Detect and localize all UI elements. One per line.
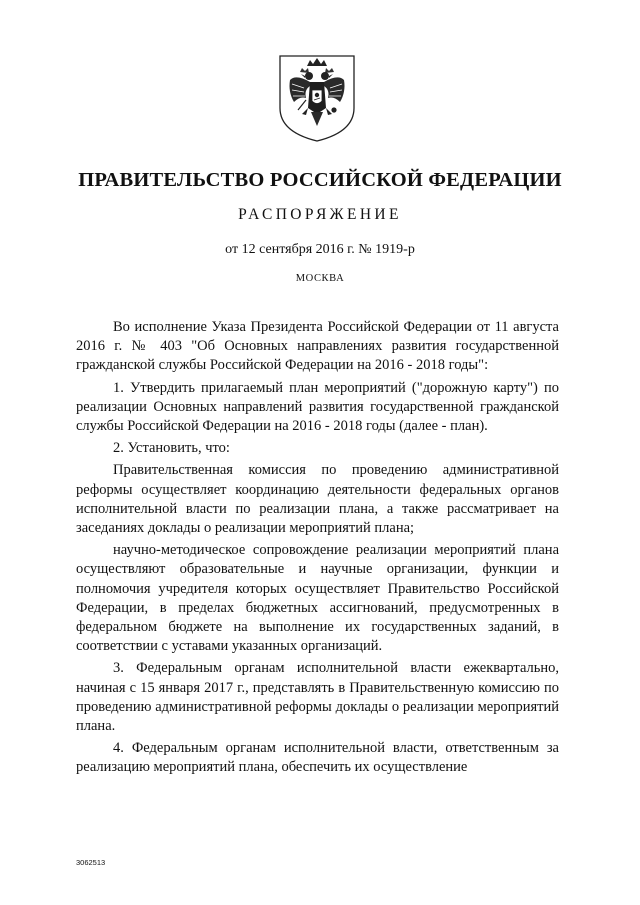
paragraph-commission: Правительственная комиссия по проведению административной реформы осуществляет координацию деятельности федеральных органов исполнительной власти по реализации плана, а также рассматривает на заседаниях доклады о реализации мероприятий плана; <box>76 462 559 537</box>
paragraph-item-3: 3. Федеральным органам исполнительной власти ежеквартально, начиная с 15 января 2017 г., представлять в Правительственную комиссию по проведению административной реформы доклады о реализации мероприятий плана. <box>76 660 559 735</box>
document-type: РАСПОРЯЖЕНИЕ <box>238 206 402 223</box>
paragraph-item-4: 4. Федеральным органам исполнительной власти, ответственным за реализацию мероприятий плана, обеспечить их осуществление <box>76 740 559 776</box>
paragraph-scientific-support: научно-методическое сопровождение реализации мероприятий плана осуществляют образовательные и научные организации, функции и полномочия учредителя которых осуществляет Правительство Российской Федерации, в пределах бюджетных ассигнований, предусмотренных в федеральном бюджете на выполнение их государственных заданий, в соответствии с уставами указанных организаций. <box>76 542 559 655</box>
government-title: ПРАВИТЕЛЬСТВО РОССИЙСКОЙ ФЕДЕРАЦИИ <box>78 169 562 191</box>
document-body <box>76 318 559 781</box>
paragraph-item-1: 1. Утвердить прилагаемый план мероприятий ("дорожную карту") по реализации Основных направлений развития государственной гражданской службы Российской Федерации на 2016 - 2018 годы (далее - план). <box>76 379 559 435</box>
document-city: МОСКВА <box>295 273 345 284</box>
paragraph-item-2: 2. Установить, что: <box>113 440 230 457</box>
document-code: 3062513 <box>76 858 106 867</box>
paragraph-preamble: Во исполнение Указа Президента Российской Федерации от 11 августа 2016 г. № 403 "Об Основных направлениях развития государственной гражданской службы Российской Федерации на 2016 - 2018 годы": <box>76 319 559 374</box>
document-date-number: от 12 сентября 2016 г. № 1919-р <box>225 242 415 257</box>
coat-of-arms-icon <box>276 52 358 144</box>
